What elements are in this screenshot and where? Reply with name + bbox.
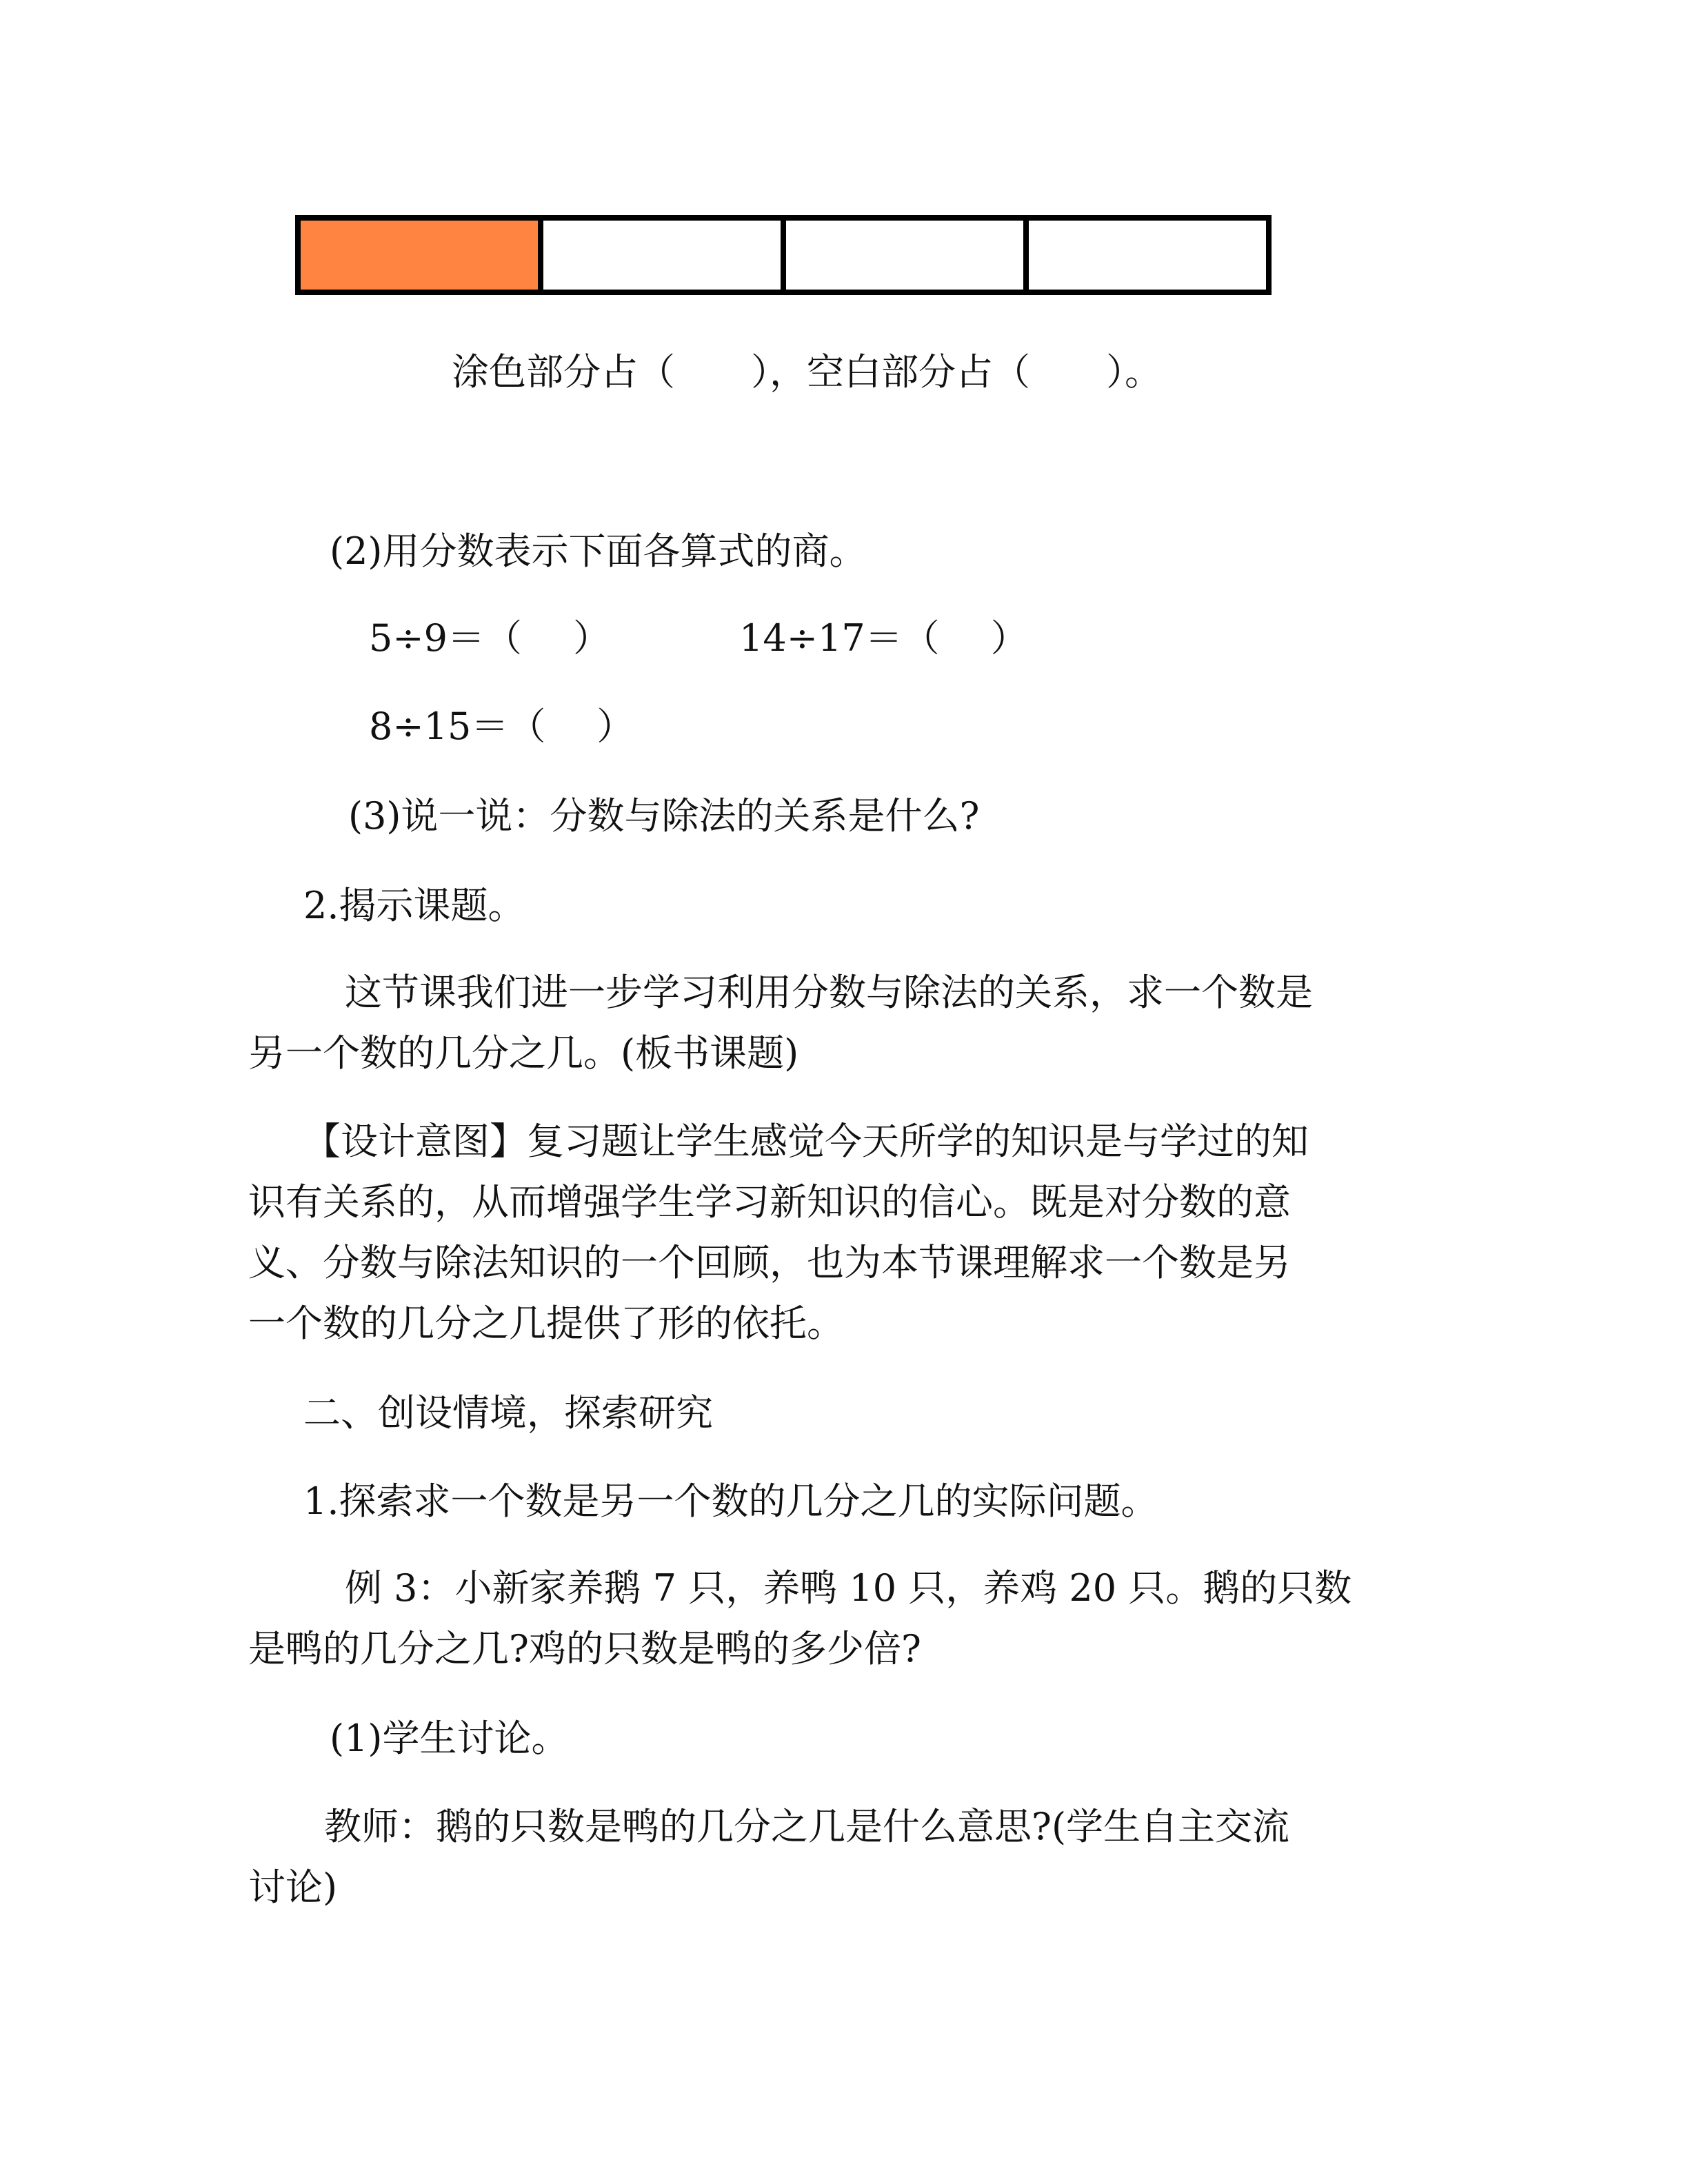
question-3: (3)说一说：分数与除法的关系是什么? bbox=[348, 794, 980, 838]
example-3-line-2: 是鸭的几分之几?鸡的只数是鸭的多少倍? bbox=[248, 1627, 921, 1670]
expression-2 bbox=[739, 616, 1028, 660]
expression-3-text: 8÷15＝（ bbox=[369, 705, 546, 748]
part-2-heading: 二、创设情境，探索研究 bbox=[303, 1391, 713, 1435]
blank-segment bbox=[538, 221, 781, 290]
section-2-line-2: 另一个数的几分之几。(板书课题) bbox=[248, 1031, 799, 1075]
teacher-line-2: 讨论) bbox=[248, 1866, 338, 1909]
example-3-line-1: 例 3：小新家养鹅 7 只，养鸭 10 只，养鸡 20 只。鹅的只数 bbox=[345, 1566, 1352, 1610]
expression-2-close: ） bbox=[990, 616, 1028, 660]
design-intent-line-1: 【设计意图】复习题让学生感觉今天所学的知识是与学过的知 bbox=[303, 1120, 1309, 1163]
fill-question-part3: ）。 bbox=[1106, 350, 1162, 394]
section-2-line-1: 这节课我们进一步学习利用分数与除法的关系，求一个数是 bbox=[345, 971, 1313, 1014]
fill-question bbox=[452, 350, 1162, 394]
blank-segment bbox=[781, 221, 1023, 290]
explore-heading: 1.探索求一个数是另一个数的几分之几的实际问题。 bbox=[303, 1479, 1158, 1523]
expression-2-text: 14÷17＝（ bbox=[739, 616, 940, 660]
shaded-segment bbox=[301, 221, 538, 290]
fill-question-part2: ），空白部分占（ bbox=[751, 350, 1030, 394]
fill-question-part1: 涂色部分占（ bbox=[452, 350, 675, 394]
expression-3-close: ） bbox=[596, 705, 634, 748]
fraction-bar-figure bbox=[295, 215, 1272, 295]
design-intent-line-3: 义、分数与除法知识的一个回顾，也为本节课理解求一个数是另 bbox=[248, 1241, 1291, 1284]
expression-1 bbox=[369, 616, 610, 660]
blank-segment bbox=[1023, 221, 1266, 290]
expression-1-text: 5÷9＝（ bbox=[369, 616, 522, 660]
design-intent-line-2: 识有关系的，从而增强学生学习新知识的信心。既是对分数的意 bbox=[248, 1180, 1291, 1224]
section-2-heading: 2.揭示课题。 bbox=[303, 884, 525, 927]
question-2-heading: (2)用分数表示下面各算式的商。 bbox=[330, 529, 867, 573]
teacher-line-1: 教师：鹅的只数是鸭的几分之几是什么意思?(学生自主交流 bbox=[324, 1805, 1290, 1848]
discussion-heading: (1)学生讨论。 bbox=[330, 1717, 569, 1760]
design-intent-line-4: 一个数的几分之几提供了形的依托。 bbox=[248, 1302, 844, 1345]
expression-3 bbox=[369, 705, 634, 749]
expression-1-close: ） bbox=[572, 616, 610, 660]
